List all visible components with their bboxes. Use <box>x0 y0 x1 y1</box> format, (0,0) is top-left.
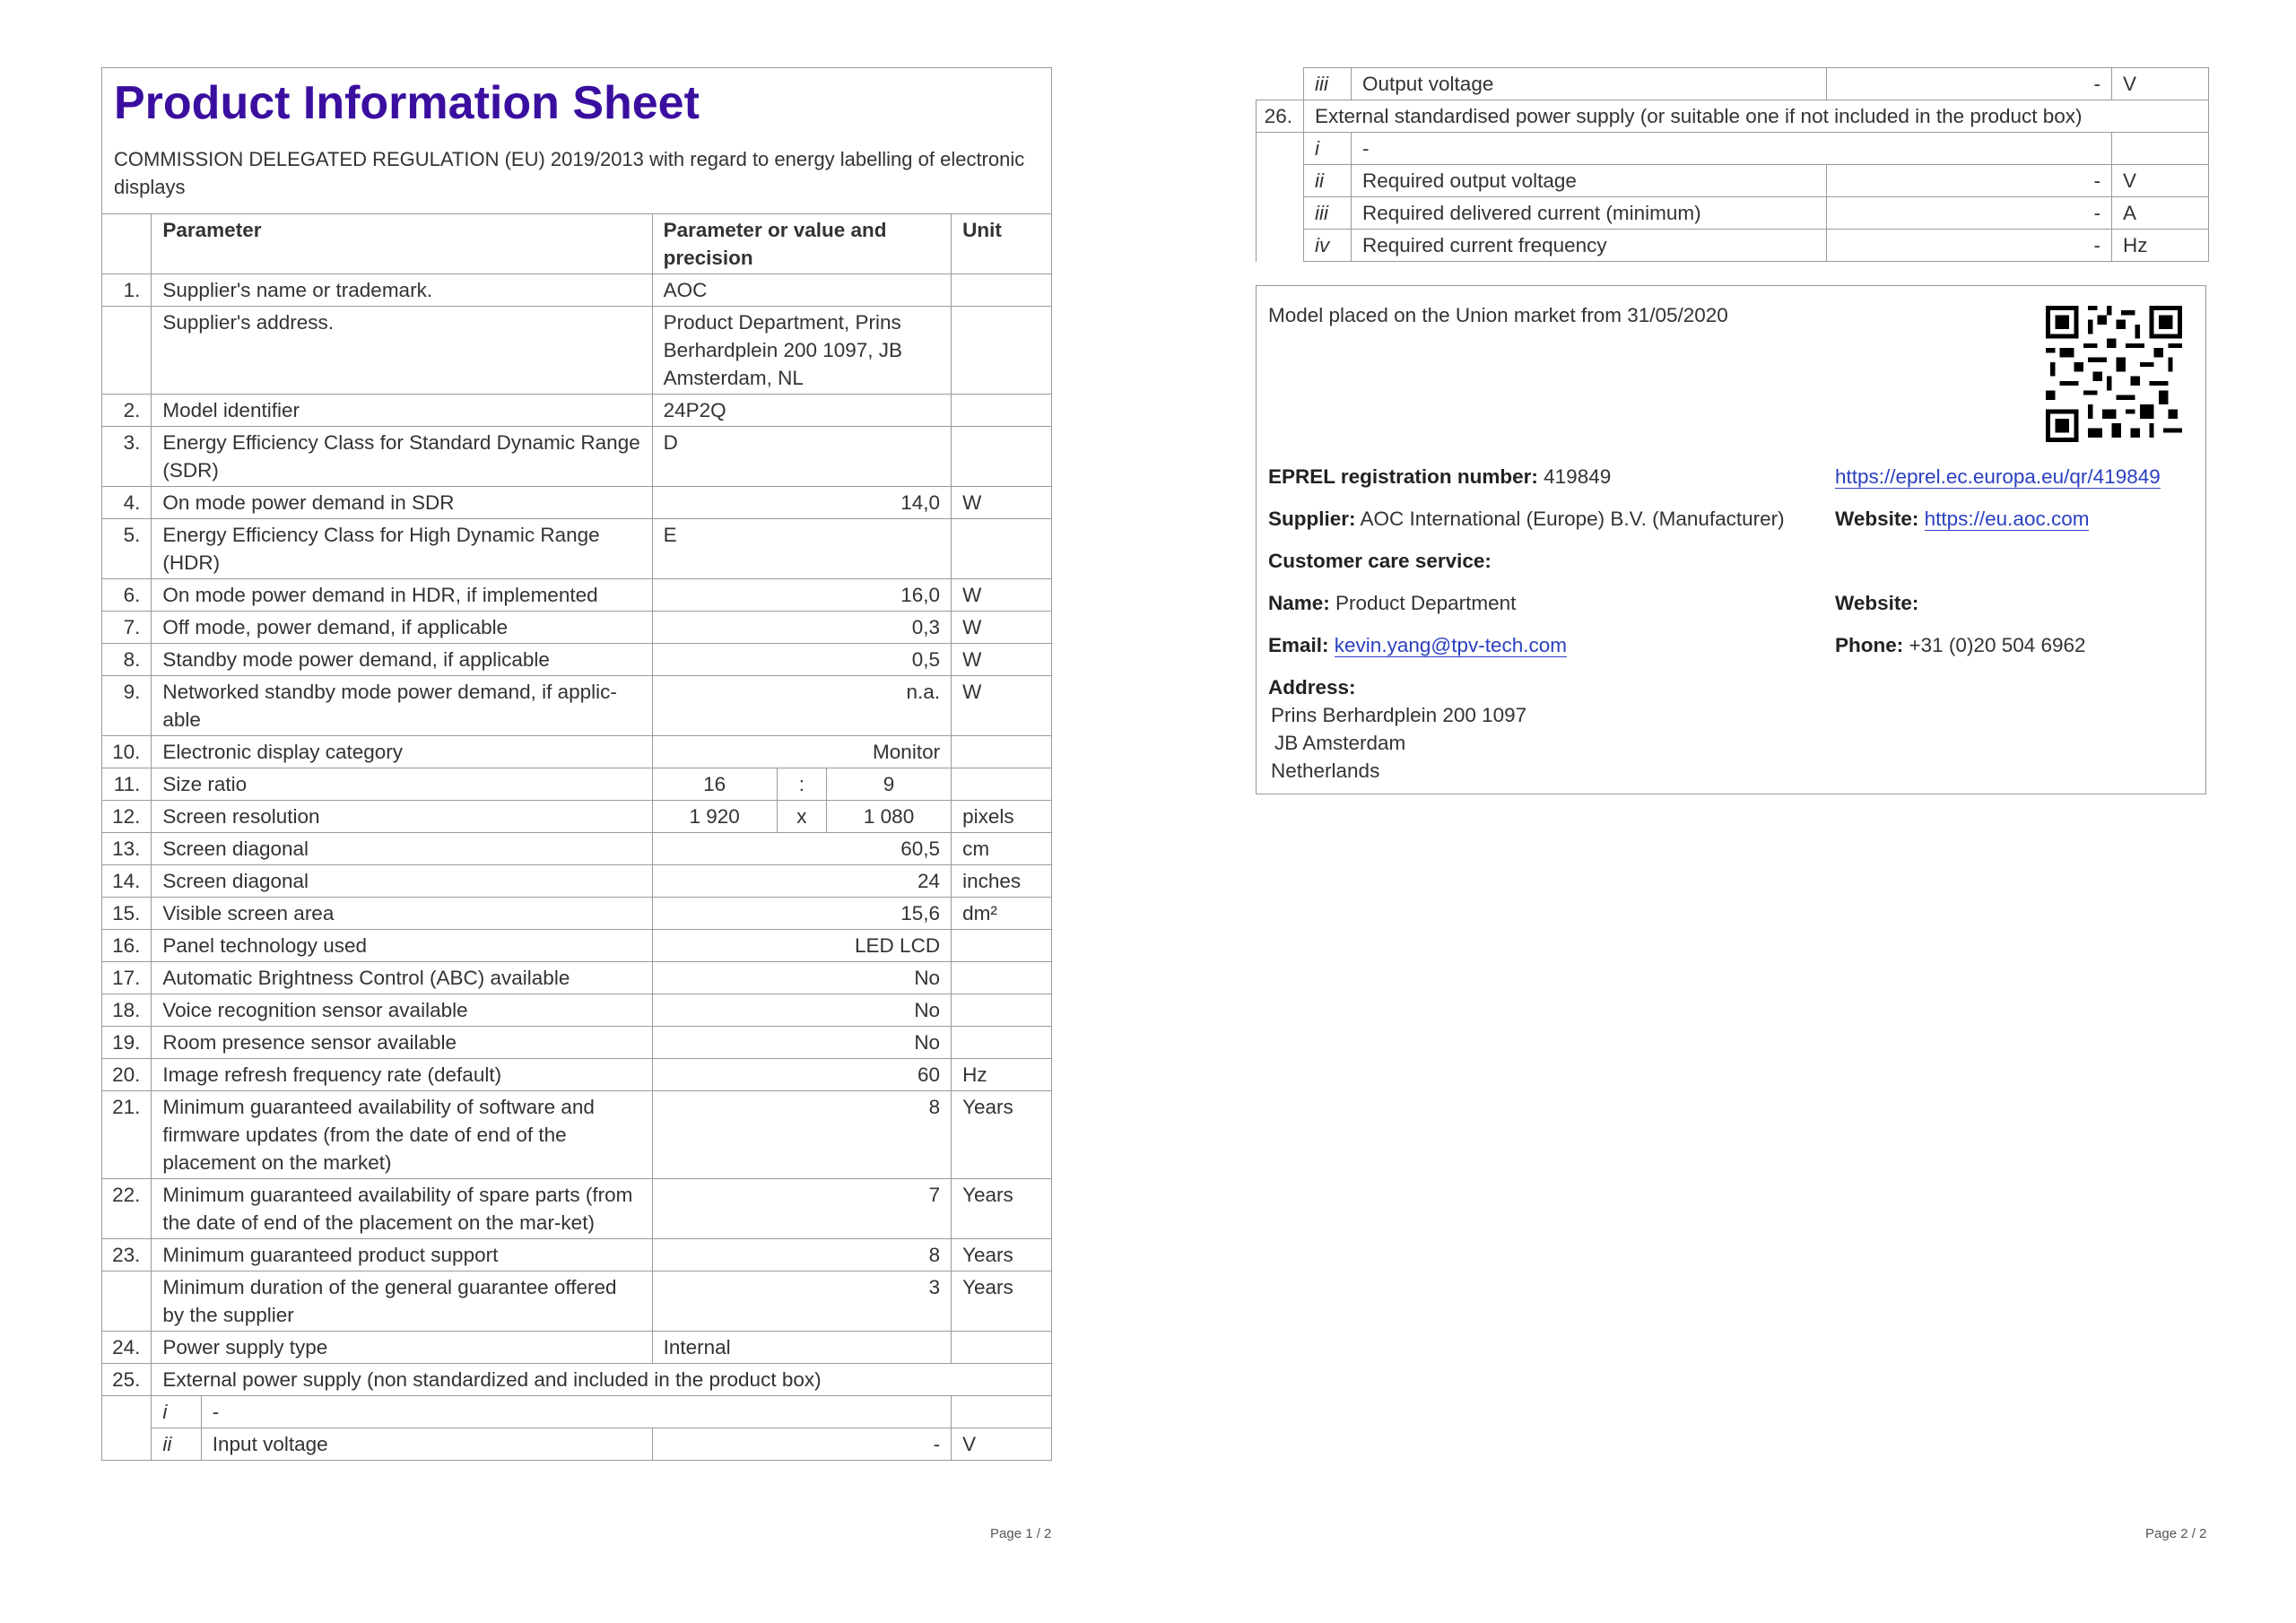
table-row: 26. External standardised power supply (or suitable one if not included in the product box) <box>1257 100 2209 133</box>
phone-value: +31 (0)20 504 6962 <box>1909 634 2086 656</box>
table-row: 3. Energy Efficiency Class for Standard Dynamic Range (SDR) D <box>102 427 1052 487</box>
page-1 <box>101 67 1052 1461</box>
table-row: ii Input voltage - V <box>102 1428 1052 1461</box>
table-row: 24. Power supply type Internal <box>102 1332 1052 1364</box>
table-row: 9. Networked standby mode power demand, if applic-able n.a. W <box>102 676 1052 736</box>
header-parameter: Parameter <box>152 214 652 274</box>
page-title: Product Information Sheet <box>114 77 700 129</box>
table-row: 13. Screen diagonal 60,5 cm <box>102 833 1052 865</box>
website-link[interactable]: https://eu.aoc.com <box>1924 508 2090 530</box>
table-row: Minimum duration of the general guarantee offered by the supplier 3 Years <box>102 1271 1052 1332</box>
table-row: 2. Model identifier 24P2Q <box>102 395 1052 427</box>
table-row: 10. Electronic display category Monitor <box>102 736 1052 768</box>
supplier-value: AOC International (Europe) B.V. (Manufacturer) <box>1360 508 1785 530</box>
power-supply-table <box>1256 67 2209 262</box>
table-row: iv Required current frequency - Hz <box>1257 230 2209 262</box>
eprel-link[interactable]: https://eprel.ec.europa.eu/qr/419849 <box>1835 465 2161 488</box>
table-row: Supplier's address. Product Department, Prins Berhardplein 200 1097, JB Amsterdam, NL <box>102 307 1052 395</box>
header-unit: Unit <box>952 214 1052 274</box>
table-row: i - <box>102 1396 1052 1428</box>
care-website-label: Website: <box>1835 592 1919 614</box>
table-row: 15. Visible screen area 15,6 dm² <box>102 898 1052 930</box>
table-row: ii Required output voltage - V <box>1257 165 2209 197</box>
eprel-number: 419849 <box>1544 465 1612 488</box>
care-email-line <box>1268 634 1567 657</box>
care-name-label: Name: <box>1268 592 1330 614</box>
table-row: 16. Panel technology used LED LCD <box>102 930 1052 962</box>
address-line-2: JB Amsterdam <box>1274 732 1406 754</box>
table-row: 1. Supplier's name or trademark. AOC <box>102 274 1052 307</box>
care-name-value: Product Department <box>1335 592 1517 614</box>
phone-label: Phone: <box>1835 634 1904 656</box>
table-row: 19. Room presence sensor available No <box>102 1027 1052 1059</box>
qr-code-icon[interactable] <box>2046 306 2182 442</box>
sheet-header <box>101 67 1052 213</box>
table-row: iii Output voltage - V <box>1257 68 2209 100</box>
table-row: 17. Automatic Brightness Control (ABC) available No <box>102 962 1052 994</box>
supplier-line <box>1268 508 1785 531</box>
page-2 <box>1256 67 2208 262</box>
regulation-subtitle: COMMISSION DELEGATED REGULATION (EU) 2019/2013 with regard to energy labelling of electronic displays <box>114 148 1025 198</box>
supplier-label: Supplier: <box>1268 508 1356 530</box>
product-info-table <box>101 213 1052 1461</box>
page-number: Page 2 / 2 <box>2145 1526 2207 1541</box>
table-row: 14. Screen diagonal 24 inches <box>102 865 1052 898</box>
table-row: 12. Screen resolution 1 920 x 1 080 pixels <box>102 801 1052 833</box>
table-row: i - <box>1257 133 2209 165</box>
table-header-row <box>102 214 1052 274</box>
table-row: 5. Energy Efficiency Class for High Dynamic Range (HDR) E <box>102 519 1052 579</box>
table-row: 22. Minimum guaranteed availability of spare parts (from the date of end of the placement on the mar-ket) 7 Years <box>102 1179 1052 1239</box>
customer-care-heading: Customer care service: <box>1268 550 1492 572</box>
placed-on-market-text: Model placed on the Union market from 31/05/2020 <box>1268 304 1728 326</box>
care-phone-line <box>1835 634 2086 657</box>
website-line <box>1835 508 2089 531</box>
website-label: Website: <box>1835 508 1919 530</box>
email-label: Email: <box>1268 634 1329 656</box>
table-row: 18. Voice recognition sensor available No <box>102 994 1052 1027</box>
table-row: 7. Off mode, power demand, if applicable 0,3 W <box>102 612 1052 644</box>
table-row: 11. Size ratio 16 : 9 <box>102 768 1052 801</box>
table-row: 6. On mode power demand in HDR, if implemented 16,0 W <box>102 579 1052 612</box>
email-link[interactable]: kevin.yang@tpv-tech.com <box>1334 634 1567 656</box>
page-number: Page 1 / 2 <box>990 1526 1052 1541</box>
header-value: Parameter or value and precision <box>652 214 951 274</box>
table-row: 8. Standby mode power demand, if applicable 0,5 W <box>102 644 1052 676</box>
eprel-registration <box>1268 465 1611 489</box>
table-row: 4. On mode power demand in SDR 14,0 W <box>102 487 1052 519</box>
table-row: 25. External power supply (non standardized and included in the product box) <box>102 1364 1052 1396</box>
eprel-label: EPREL registration number: <box>1268 465 1538 488</box>
address-line-1: Prins Berhardplein 200 1097 <box>1271 704 1527 726</box>
table-row: 23. Minimum guaranteed product support 8 Years <box>102 1239 1052 1271</box>
address-line-3: Netherlands <box>1271 759 1380 782</box>
eprel-info-card <box>1256 285 2206 794</box>
address-label: Address: <box>1268 676 1356 699</box>
table-row: 21. Minimum guaranteed availability of software and firmware updates (from the date of end of the placement on the market) 8 Years <box>102 1091 1052 1179</box>
table-row: iii Required delivered current (minimum) - A <box>1257 197 2209 230</box>
table-row: 20. Image refresh frequency rate (default) 60 Hz <box>102 1059 1052 1091</box>
care-name-line <box>1268 592 1516 615</box>
